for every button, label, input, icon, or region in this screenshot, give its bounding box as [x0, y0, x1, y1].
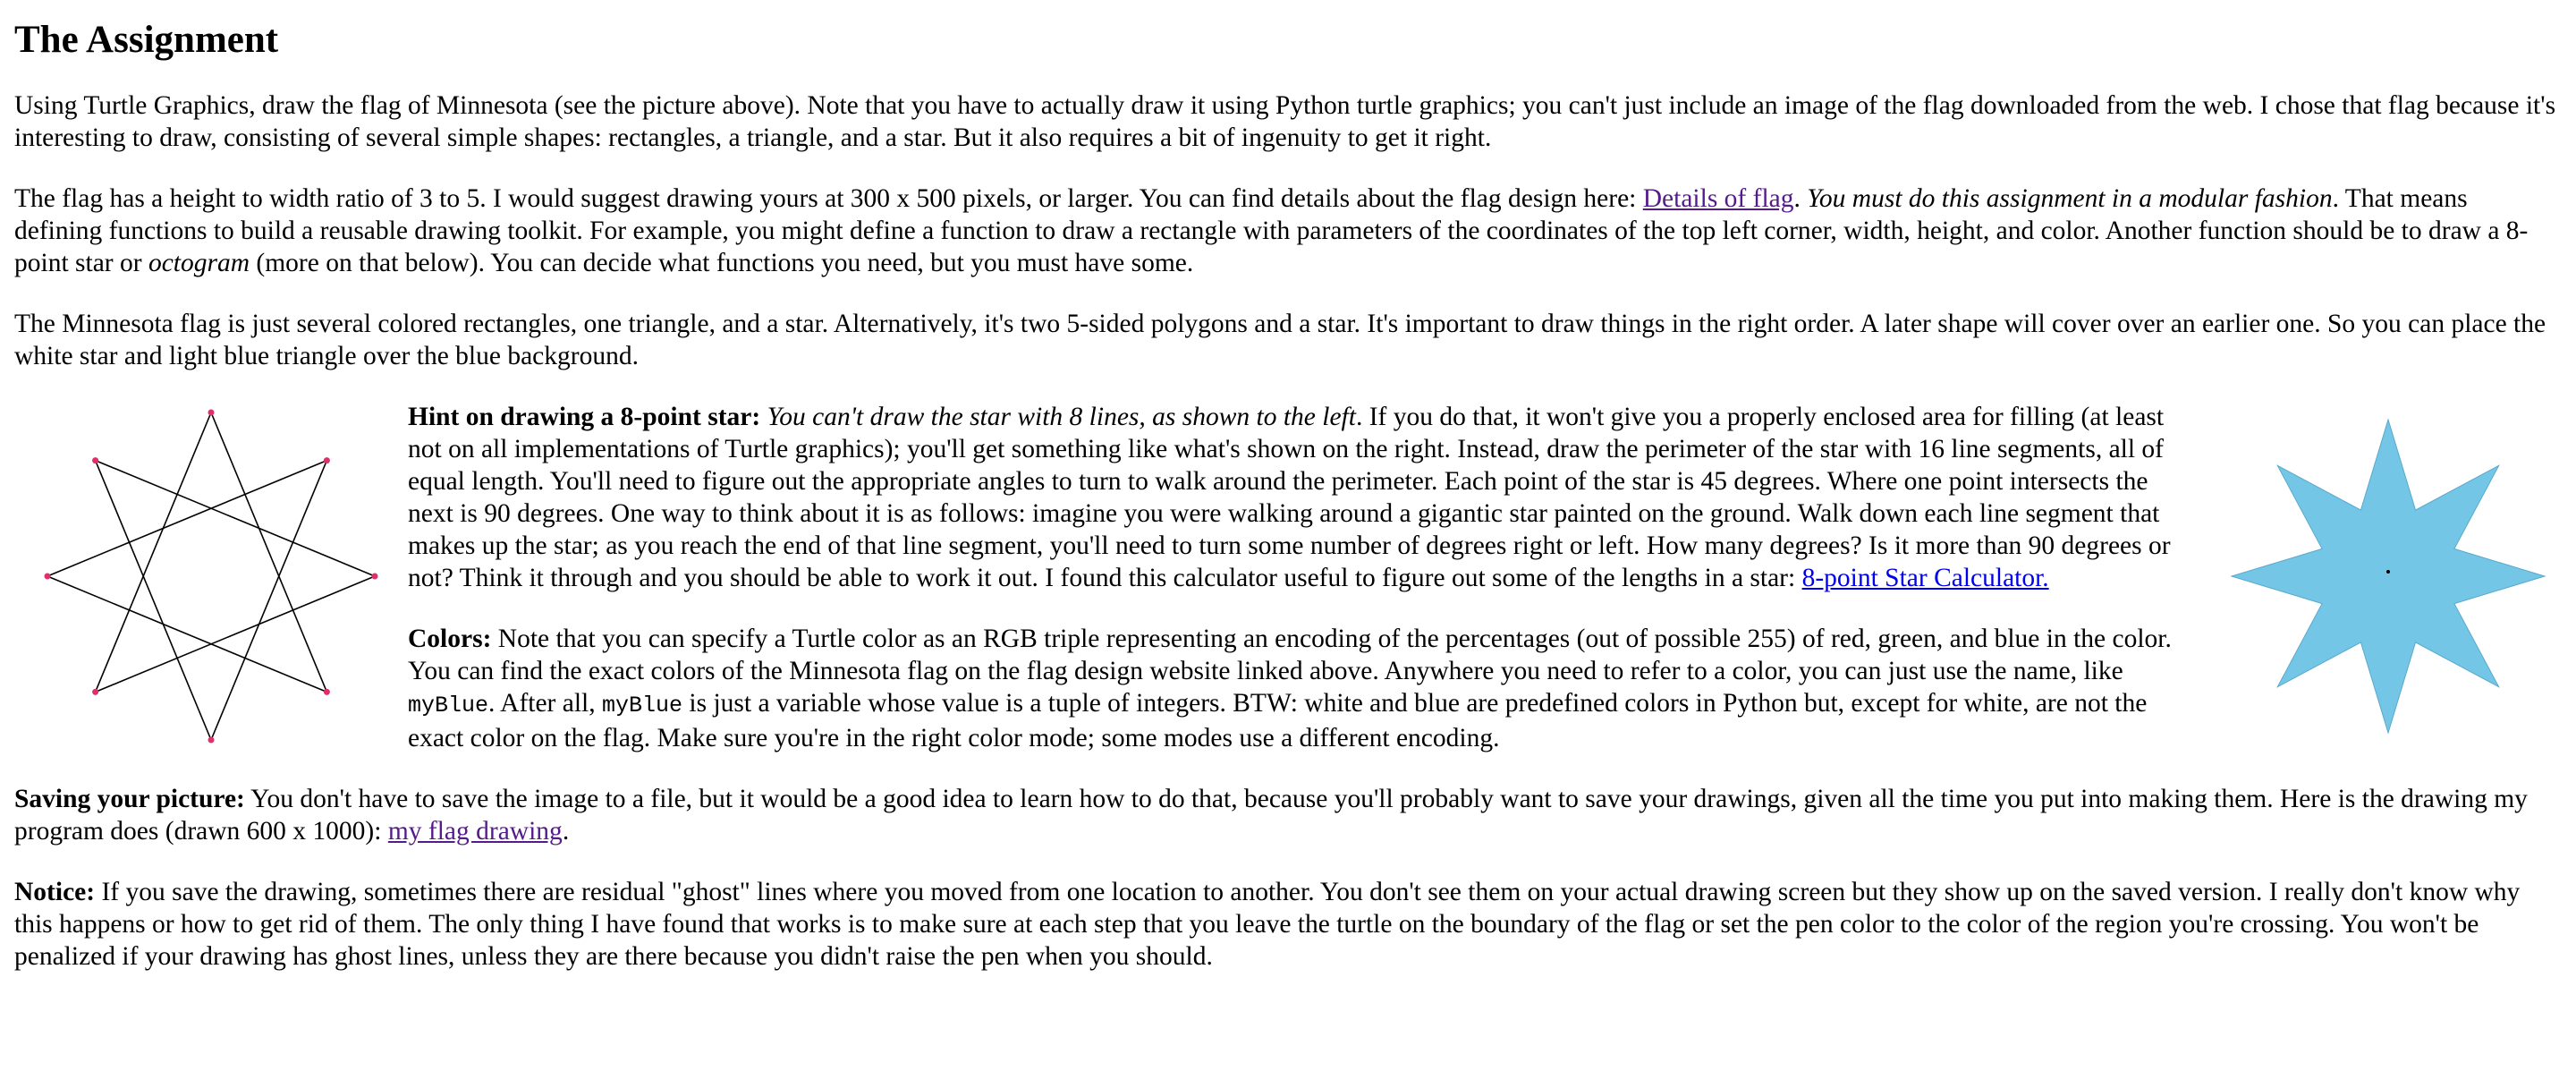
star-point-dot [324, 689, 330, 695]
modular-emphasis: You must do this assignment in a modular fashion [1807, 184, 2333, 213]
star-point-dot [92, 457, 98, 463]
text: You don't have to save the image to a file, but it would be a good idea to learn how to do that, because you'll probably want to save your drawings, given all the time you put into making them. Here is the drawing my program does (drawn 600 x 1000): [14, 785, 2528, 846]
star-line [47, 576, 326, 692]
text: . If you do that, it won't give you a properly enclosed area for filling (at least not on all implementations of Turtle graphics); you'll get something like what's shown on the right. Instead, draw the perimeter of the star with 16 line segments, all of equal length. You'll need to figure out the appropriate angles to turn to walk around the perimeter. Each point of the star is 45 degrees. Where one point intersects the next is 90 degrees. One way to think about it is as follows: imagine you were walking around a gigantic star painted on the ground. Walk down each line segment that makes up the star; as you reach the end of that line segment, you'll need to turn some number of degrees right or left. How many degrees? Is it more than 90 degrees or not? Think it through and you should be able to work it out. I found this calculator useful to figure out some of the lengths in a star: [408, 403, 2171, 592]
filled-octogram [2232, 420, 2545, 733]
drawing-order-paragraph: The Minnesota flag is just several colored rectangles, one triangle, and a star. Alternatively, it's two 5-sided polygons and a star. It's important to draw things in the right order. A later shape will cover over an earlier one. So you can place the white star and light blue triangle over the blue background. [14, 310, 2546, 370]
eight-line-star-figure [14, 401, 408, 777]
text: The flag has a height to width ratio of 3 to 5. I would suggest drawing yours at 300 x 500 pixels, or larger. You can find details about the flag design here: [14, 184, 1643, 213]
hint-label: Hint on drawing a 8-point star: [408, 403, 761, 431]
star-line [96, 412, 211, 692]
text: (more on that below). You can decide what functions you need, but you must have some. [250, 249, 1194, 277]
octogram-emphasis: octogram [148, 249, 250, 277]
text: If you save the drawing, sometimes there are residual "ghost" lines where you moved from one location to another. You don't see them on your actual drawing screen but they show up on the saved version. I really don't know why this happens or how to get rid of them. The only thing I have found that works is to make sure at each step that you leave the turtle on the boundary of the flag or set the pen color to the color of the region you're crossing. You won't be penalized if your drawing has ghost lines, unless they are there because you didn't raise the pen when you should. [14, 878, 2521, 971]
text: Note that you can specify a Turtle color as an RGB triple representing an encoding of the percentages (out of possible 255) of red, green, and blue in the color. You can find the exact colors of the Minnesota flag on the flag design website linked above. Anywhere you need to refer to a color, you can just use the name, like [408, 625, 2172, 685]
star-point-dot [45, 574, 51, 580]
page [0, 18, 2576, 973]
saving-label: Saving your picture: [14, 785, 245, 813]
text: . [562, 817, 570, 846]
page-title: The Assignment [14, 19, 279, 61]
star-point-dot [92, 689, 98, 695]
text: . That means defining functions to build a reusable drawing toolkit. For example, you might define a function to draw a rectangle with parameters of the coordinates of the top left corner, width, height, and color. Another function should be to draw a 8-point star or [14, 184, 2529, 277]
star-line [211, 461, 326, 740]
star-point-dot [324, 457, 330, 463]
center-dot [2386, 570, 2390, 574]
text: . [1793, 184, 1808, 213]
hint-emphasis: You can't draw the star with 8 lines, as shown to the left [767, 403, 1356, 431]
star-point-dot [208, 410, 215, 416]
details-of-flag-link[interactable]: Details of flag [1642, 184, 1794, 213]
flag-details-paragraph [14, 183, 2562, 279]
my-flag-drawing-link[interactable]: my flag drawing [387, 817, 563, 846]
notice-paragraph [14, 876, 2562, 973]
star-point-dot [372, 574, 378, 580]
intro-paragraph: Using Turtle Graphics, draw the flag of Minnesota (see the picture above). Note that you have to actually draw it using Python turtle graphics; you can't just include an image of the flag downloaded from the web. I chose that flag because it's interesting to draw, consisting of several simple shapes: rectangles, a triangle, and a star. But it also requires a bit of ingenuity to get it right. [14, 91, 2556, 152]
filled-star-figure [2186, 401, 2562, 777]
code-myblue: myBlue [408, 693, 489, 718]
code-myblue: myBlue [602, 693, 683, 718]
star-line [211, 412, 326, 692]
text: . After all, [488, 689, 602, 718]
star-line [96, 461, 211, 740]
star-calculator-link[interactable]: 8-point Star Calculator. [1801, 564, 2049, 592]
star-point-dot [208, 737, 215, 744]
text: is just a variable whose value is a tuple of integers. BTW: white and blue are predefined colors in Python but, except for white, are not the exact color on the flag. Make sure you're in the right color mode; some modes use a different encoding. [408, 689, 2148, 752]
notice-label: Notice: [14, 878, 96, 906]
colors-label: Colors: [408, 625, 492, 653]
star-line [47, 461, 326, 576]
filled-star-svg [2186, 401, 2562, 777]
star-line [96, 461, 375, 576]
star-line [96, 576, 375, 692]
saving-paragraph [14, 783, 2562, 847]
eight-line-star-svg [14, 401, 408, 777]
